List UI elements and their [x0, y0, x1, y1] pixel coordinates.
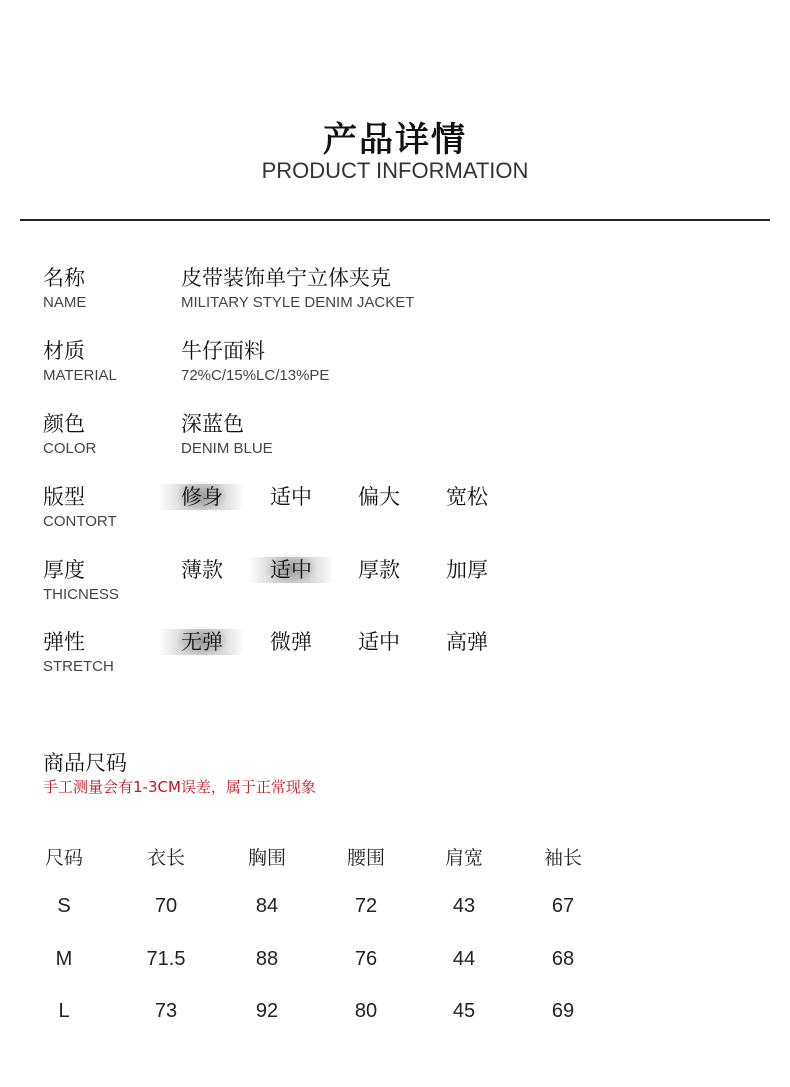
attr-row-stretch [0, 626, 790, 686]
table-cell: S [57, 895, 71, 917]
color-value-en: DENIM BLUE [181, 440, 273, 457]
thickness-option: 薄款 [181, 558, 223, 582]
color-label-cn: 颜色 [43, 412, 85, 436]
table-cell: 76 [354, 948, 378, 970]
table-cell: 69 [551, 1000, 575, 1022]
page-title-cn: 产品详情 [323, 120, 467, 160]
color-value-cn: 深蓝色 [181, 412, 244, 436]
stretch-option: 微弹 [270, 630, 312, 654]
table-cell: 73 [154, 1000, 178, 1022]
table-cell: 84 [255, 895, 279, 917]
fit-option: 偏大 [358, 485, 400, 509]
thickness-option: 加厚 [446, 558, 488, 582]
attr-row-fit [0, 481, 790, 541]
stretch-option: 高弹 [446, 630, 488, 654]
fit-label-en: CONTORT [43, 513, 117, 530]
color-label-en: COLOR [43, 440, 97, 457]
header-cell: 肩宽 [444, 847, 483, 869]
page-title-en: PRODUCT INFORMATION [261, 158, 529, 183]
header-cell: 袖长 [543, 847, 582, 869]
attr-row-thickness [0, 554, 790, 614]
table-cell: 71.5 [146, 948, 186, 970]
fit-label-cn: 版型 [43, 485, 85, 509]
table-cell: 43 [452, 895, 476, 917]
table-cell: 44 [452, 948, 476, 970]
thickness-option-selected: 适中 [266, 554, 316, 584]
table-cell: 88 [255, 948, 279, 970]
stretch-label-cn: 弹性 [43, 630, 85, 654]
material-value-cn: 牛仔面料 [181, 339, 265, 363]
fit-option-selected: 修身 [177, 481, 227, 511]
table-cell: 70 [154, 895, 178, 917]
table-cell: 68 [551, 948, 575, 970]
fit-option: 适中 [270, 485, 312, 509]
info-row-name [0, 262, 790, 322]
table-cell: L [58, 1000, 70, 1022]
table-cell: 67 [551, 895, 575, 917]
size-chart-title: 商品尺码 [43, 751, 127, 775]
table-cell: 72 [354, 895, 378, 917]
stretch-option-selected: 无弹 [177, 626, 227, 656]
info-row-color [0, 408, 790, 468]
table-cell: 80 [354, 1000, 378, 1022]
stretch-option: 适中 [358, 630, 400, 654]
thickness-label-cn: 厚度 [43, 558, 85, 582]
name-label-en: NAME [43, 294, 87, 311]
name-value-en: MILITARY STYLE DENIM JACKET [181, 294, 415, 311]
thickness-option: 厚款 [358, 558, 400, 582]
name-value-cn: 皮带装饰单宁立体夹克 [181, 266, 391, 290]
name-label-cn: 名称 [43, 266, 85, 290]
fit-option: 宽松 [446, 485, 488, 509]
header-cell: 胸围 [247, 847, 286, 869]
size-chart-note: 手工测量会有1-3CM误差，属于正常现象 [43, 778, 316, 796]
header-cell: 腰围 [346, 847, 385, 869]
header-cell: 尺码 [44, 847, 83, 869]
material-value-en: 72%C/15%LC/13%PE [181, 367, 330, 384]
table-cell: M [55, 948, 73, 970]
stretch-label-en: STRETCH [43, 658, 114, 675]
table-cell: 92 [255, 1000, 279, 1022]
thickness-label-en: THICNESS [43, 586, 119, 603]
table-cell: 45 [452, 1000, 476, 1022]
info-row-material [0, 335, 790, 395]
header-cell: 衣长 [146, 847, 185, 869]
header-divider [20, 219, 770, 221]
material-label-cn: 材质 [43, 339, 85, 363]
material-label-en: MATERIAL [43, 367, 117, 384]
